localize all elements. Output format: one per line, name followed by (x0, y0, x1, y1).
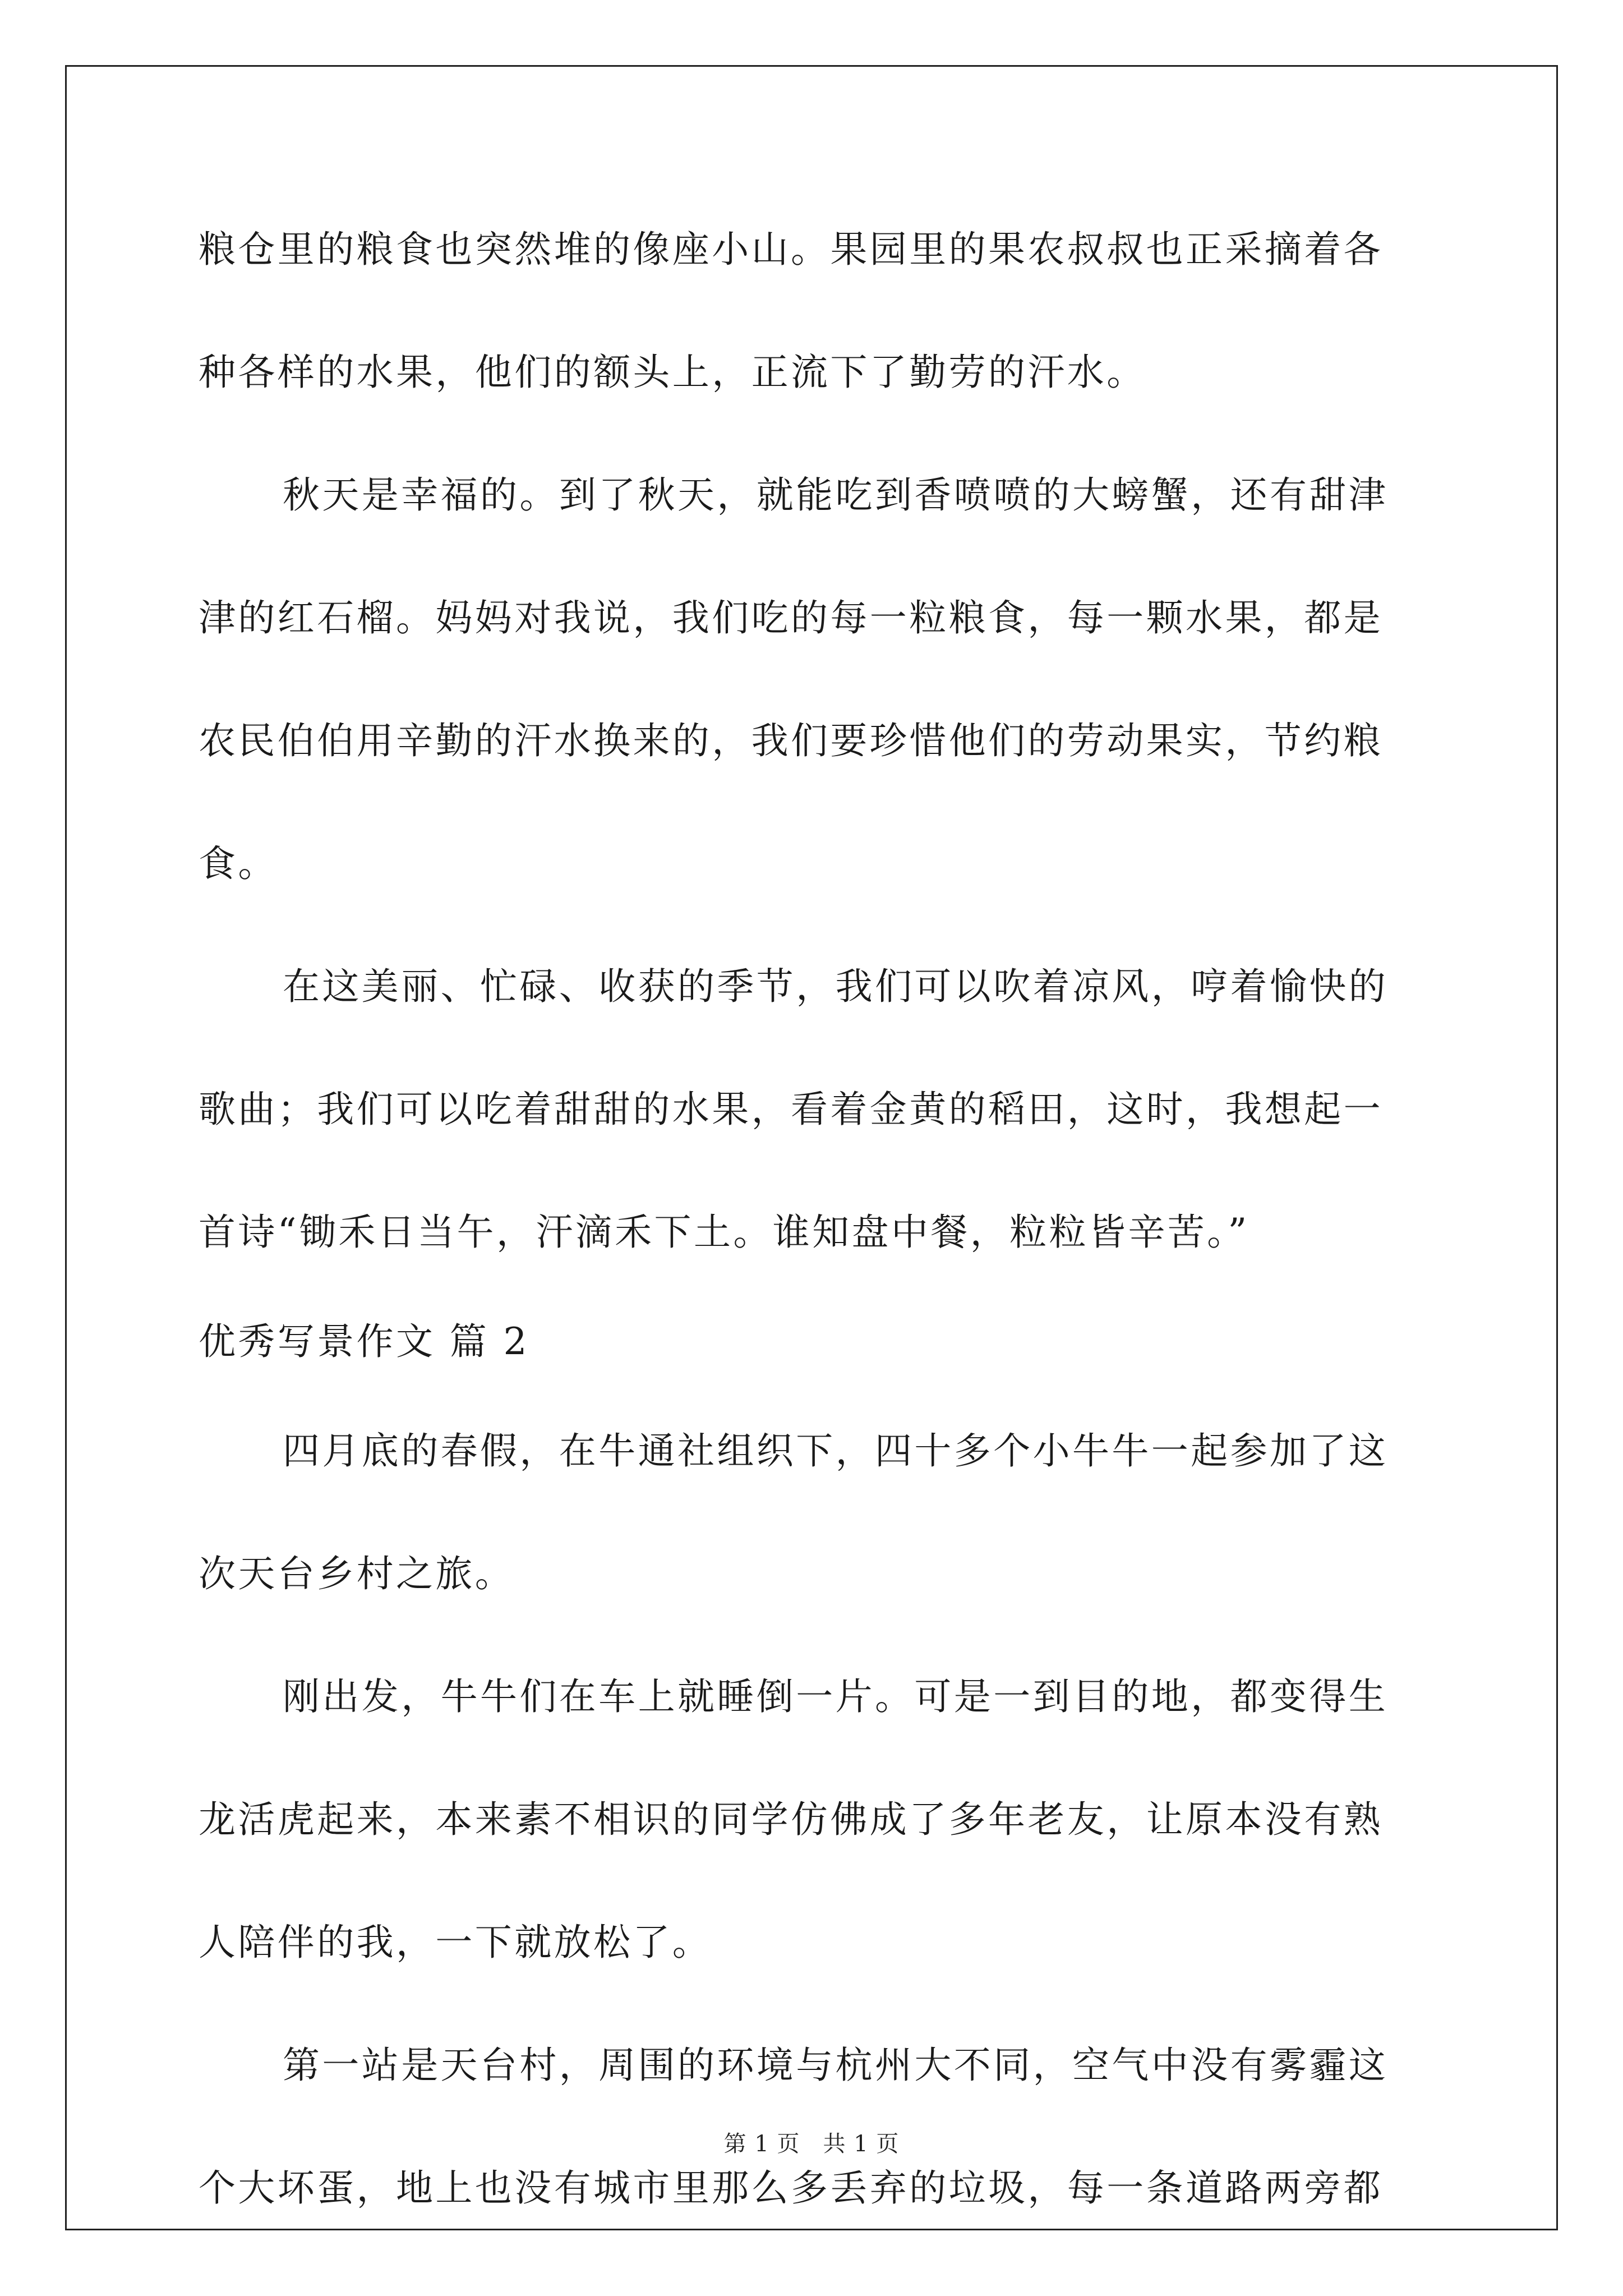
text-line: 人陪伴的我，一下就放松了。 (199, 1921, 712, 1964)
text-line: 种各样的水果，他们的额头上，正流下了勤劳的汗水。 (199, 351, 1146, 394)
text-line: 在这美丽、忙碌、收获的季节，我们可以吹着凉风，哼着愉快的 (283, 965, 1389, 1008)
text-line: 四月底的春假，在牛通社组织下，四十多个小牛牛一起参加了这 (283, 1429, 1389, 1473)
text-line: 农民伯伯用辛勤的汗水换来的，我们要珍惜他们的劳动果实，节约粮 (199, 719, 1383, 762)
text-line: 刚出发，牛牛们在车上就睡倒一片。可是一到目的地，都变得生 (283, 1675, 1389, 1718)
text-line: 歌曲；我们可以吃着甜甜的水果，看着金黄的稻田，这时，我想起一 (199, 1088, 1383, 1131)
text-line: 次天台乡村之旅。 (199, 1552, 515, 1595)
text-line: 个大坏蛋，地上也没有城市里那么多丢弃的垃圾，每一条道路两旁都 (199, 2166, 1383, 2210)
text-line: 第一站是天台村，周围的环境与杭州大不同，空气中没有雾霾这 (283, 2044, 1389, 2087)
text-line: 首诗“锄禾日当午，汗滴禾下土。谁知盘中餐，粒粒皆辛苦。” (199, 1211, 1249, 1254)
text-line: 秋天是幸福的。到了秋天，就能吃到香喷喷的大螃蟹，还有甜津 (283, 473, 1389, 517)
text-line: 龙活虎起来，本来素不相识的同学仿佛成了多年老友，让原本没有熟 (199, 1798, 1383, 1841)
section-heading: 优秀写景作文 篇 2 (199, 1320, 529, 1363)
text-line: 食。 (199, 842, 278, 885)
page-footer: 第 1 页 共 1 页 (723, 2131, 900, 2157)
document-body (199, 208, 1432, 2269)
text-line: 津的红石榴。妈妈对我说，我们吃的每一粒粮食，每一颗水果，都是 (199, 596, 1383, 639)
text-line: 粮仓里的粮食也突然堆的像座小山。果园里的果农叔叔也正采摘着各 (199, 228, 1383, 271)
